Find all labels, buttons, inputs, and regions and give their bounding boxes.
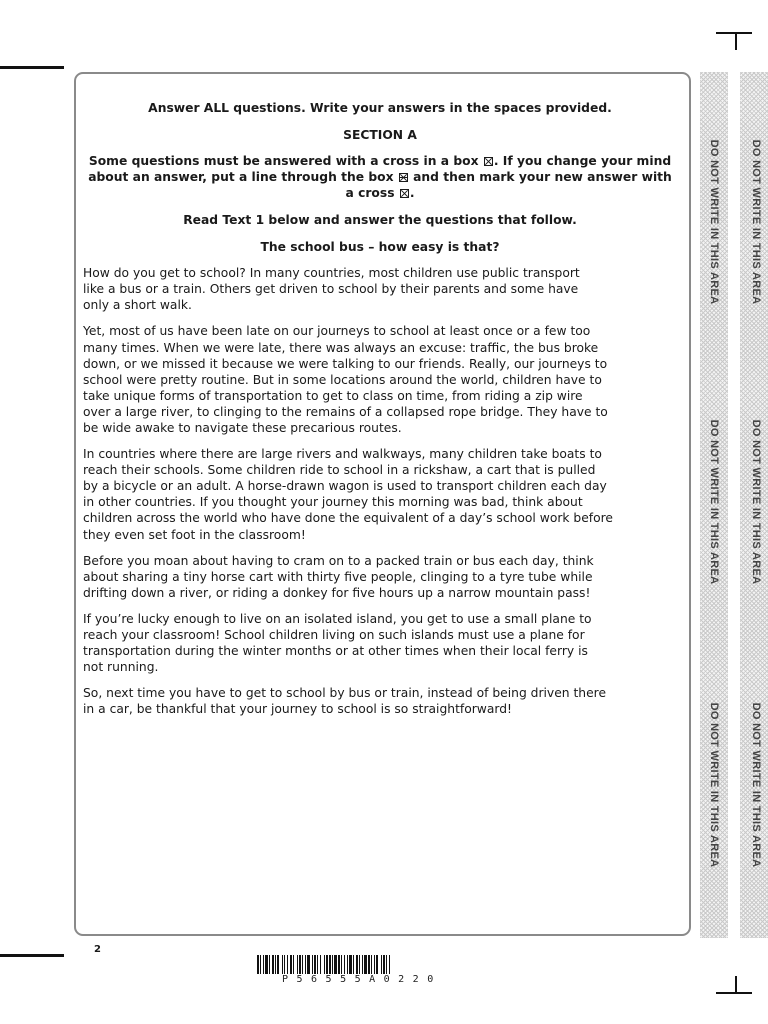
text-title: The school bus – how easy is that? <box>260 239 500 254</box>
crop-mark-top-vertical <box>735 32 737 50</box>
paragraph-2: Yet, most of us have been late on our journeys to school at least once or a few too many times. When we were late, there was always an excuse: traffic, the bus broke down, or we missed it because we were talking to our friends. Really, our journeys to school were pretty routine. But in some locations around the world, children have to take unique forms of transportation to get to class on time, from riding a zip wire over a large river, to clinging to the remains of a collapsed rope bridge. They have to be wide awake to navigate these precarious routes. <box>83 324 608 435</box>
crop-mark-top <box>716 32 752 34</box>
barcode <box>257 955 509 974</box>
struck-box-icon <box>399 173 408 182</box>
paragraph-6: So, next time you have to get to school by bus or train, instead of being driven there in a car, be thankful that your journey to school is so straightforward! <box>83 686 607 717</box>
cross-instruction-part-4: . <box>409 186 415 201</box>
bottom-edge-bar <box>0 954 64 957</box>
crop-mark-bottom-vertical <box>735 976 737 993</box>
margin-warning-outer-1: DO NOT WRITE IN THIS AREA <box>750 139 762 305</box>
crossed-box-icon <box>484 157 493 166</box>
cross-instruction-part-1: Some questions must be answered with a cross in a box <box>88 154 483 169</box>
margin-warning-inner-2: DO NOT WRITE IN THIS AREA <box>708 419 720 585</box>
crossed-box-icon <box>400 189 409 198</box>
barcode-text: P56555A0220 <box>282 974 442 985</box>
paragraph-4: Before you moan about having to cram on to a packed train or bus each day, think about sharing a tiny horse cart with thirty five people, clinging to a tyre tube while drifting down a river, or riding a donkey for five hours up a narrow mountain pass! <box>83 553 594 600</box>
page-number: 2 <box>94 944 101 955</box>
cross-instruction <box>83 153 677 201</box>
section-heading: SECTION A <box>343 127 417 142</box>
margin-warning-outer-3: DO NOT WRITE IN THIS AREA <box>750 702 762 868</box>
instruction-line: Answer ALL questions. Write your answers in the spaces provided. <box>148 101 612 115</box>
page-content <box>83 100 677 728</box>
margin-warning-inner-3: DO NOT WRITE IN THIS AREA <box>708 702 720 868</box>
paragraph-3: In countries where there are large rivers and walkways, many children take boats to reach their schools. Some children ride to school in a rickshaw, a cart that is pulled by a bicycle or an adult. A horse-drawn wagon is used to transport children each day in other countries. If you thought your journey this morning was bad, think about children across the world who have done the equivalent of a day’s school work before they even set foot in the classroom! <box>83 447 614 542</box>
crop-mark-bottom <box>716 992 752 994</box>
top-edge-bar <box>0 66 64 69</box>
margin-warning-inner-1: DO NOT WRITE IN THIS AREA <box>708 139 720 305</box>
paragraph-5: If you’re lucky enough to live on an isolated island, you get to use a small plane to reach your classroom! School children living on such islands must use a plane for transportation during the winter months or at other times when their local ferry is not running. <box>83 611 592 675</box>
paragraph-1: How do you get to school? In many countries, most children use public transport like a bus or a train. Others get driven to school by their parents and some have only a short walk. <box>83 266 580 313</box>
margin-warning-outer-2: DO NOT WRITE IN THIS AREA <box>750 419 762 585</box>
cross-instruction-part-3: and then mark your new answer with a cross <box>345 170 672 201</box>
cross-instruction-part-2: . If you change your mind about an answer, put a line through the box <box>88 154 672 185</box>
read-instruction: Read Text 1 below and answer the questions that follow. <box>183 212 577 227</box>
